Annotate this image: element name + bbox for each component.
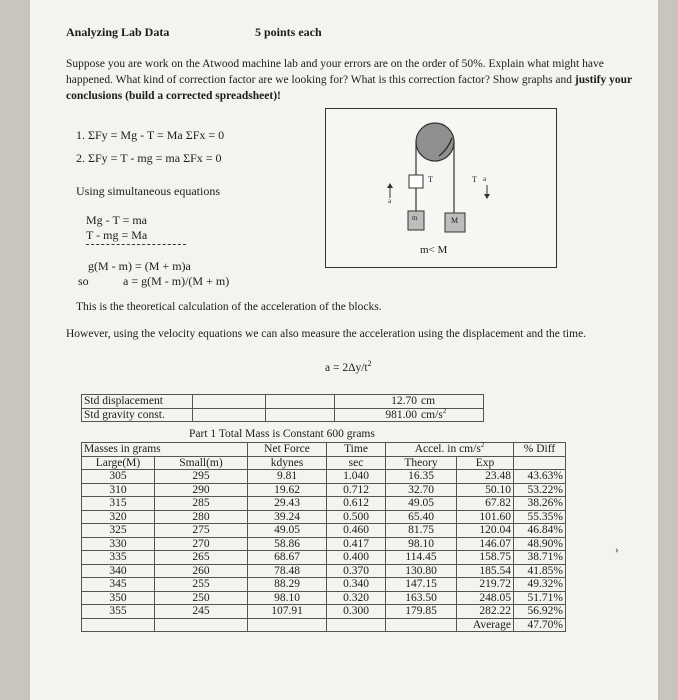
table-cell: 250 [155,591,248,605]
constants-table [81,394,484,422]
table-cell: 12.70 [335,395,420,409]
part-title: Part 1 Total Mass is Constant 600 grams [189,428,375,440]
table-cell: 23.48 [457,470,514,484]
table-cell: 43.63% [514,470,566,484]
table-cell: 88.29 [248,578,327,592]
table-cell: 49.32% [514,578,566,592]
table-cell: 325 [82,524,155,538]
table-cell: 50.10 [457,483,514,497]
table-cell: 32.70 [386,483,457,497]
table-cell: 345 [82,578,155,592]
table-cell: 355 [82,605,155,619]
equation-6: a = g(M - m)/(M + m) [123,274,230,288]
table-header-row [82,456,566,470]
table-row [82,470,566,484]
simultaneous-label: Using simultaneous equations [76,184,220,198]
table-cell: 320 [82,510,155,524]
equation-4: T - mg = Ma [86,228,148,242]
table-cell: 0.370 [327,564,386,578]
table-cell: 147.15 [386,578,457,592]
table-header: Exp [457,456,514,470]
table-cell: 130.80 [386,564,457,578]
atwood-diagram [325,108,557,268]
table-cell: 280 [155,510,248,524]
table-cell: 158.75 [457,551,514,565]
table-cell: 49.05 [248,524,327,538]
results-rows [82,470,566,619]
table-cell: 39.24 [248,510,327,524]
table-cell: 340 [82,564,155,578]
tension-label-left: T [428,175,433,184]
table-cell: cm [419,395,484,409]
equation-1: 1. ΣFy = Mg - T = Ma ΣFx = 0 [76,128,225,142]
table-row [82,497,566,511]
table-cell: 114.45 [386,551,457,565]
table-cell: 265 [155,551,248,565]
table-row [82,524,566,538]
table-cell: 285 [155,497,248,511]
table-cell: $cm/s^2$ [419,408,484,422]
table-cell: 981.00 [335,408,420,422]
table-cell: 51.71% [514,591,566,605]
worksheet-title: Analyzing Lab Data [66,25,170,39]
table-row [82,605,566,619]
table-cell: 38.26% [514,497,566,511]
tension-label-right: T [472,175,477,184]
table-header: % Diff [514,443,566,457]
table-row [82,564,566,578]
worksheet-page [30,0,658,700]
table-cell: 350 [82,591,155,605]
so-label: so [78,274,89,288]
table-cell: 0.400 [327,551,386,565]
table-cell: 55.35% [514,510,566,524]
table-cell: 67.82 [457,497,514,511]
equation-3: Mg - T = ma [86,213,147,227]
table-header: Masses in grams [82,443,248,457]
table-row [82,408,484,422]
velocity-note: However, using the velocity equations we can also measure the acceleration using the displacement and the time. [66,328,587,340]
table-cell: 163.50 [386,591,457,605]
average-label: Average [457,618,514,632]
table-cell: 0.320 [327,591,386,605]
table-cell: 146.07 [457,537,514,551]
table-cell: 98.10 [248,591,327,605]
table-header: Large(M) [82,456,155,470]
table-cell: 58.86 [248,537,327,551]
table-row [82,591,566,605]
question-text: Suppose you are work on the Atwood machine lab and your errors are on the order of 50%. Explain what might have happened. What kind of correction factor are we looking for? What is this correction factor? Show graphs and justify your conclusions (build a corrected spreadsheet)! [66,58,632,102]
table-cell: 9.81 [248,470,327,484]
table-cell: 290 [155,483,248,497]
table-cell: 248.05 [457,591,514,605]
table-row [82,395,484,409]
table-cell: 78.48 [248,564,327,578]
table-cell: 315 [82,497,155,511]
table-row [82,578,566,592]
stray-mark: › [615,544,619,556]
equation-5: g(M - m) = (M + m)a [88,259,191,273]
table-cell: 255 [155,578,248,592]
table-cell: 65.40 [386,510,457,524]
table-cell: 68.67 [248,551,327,565]
table-cell: 310 [82,483,155,497]
average-row [82,618,566,632]
table-cell: 219.72 [457,578,514,592]
table-cell: 19.62 [248,483,327,497]
table-row [82,537,566,551]
table-cell: 98.10 [386,537,457,551]
table-header-row [82,443,566,457]
small-mass-label: m [412,214,418,222]
table-cell: 270 [155,537,248,551]
dashed-divider [86,244,186,245]
mass-relation-label: m< M [420,244,448,256]
table-cell: 0.460 [327,524,386,538]
points-label: 5 points each [255,25,322,39]
table-header: Accel. in $cm/s^2$ [386,443,514,457]
accel-label-left: a [388,197,392,205]
table-cell: 0.300 [327,605,386,619]
table-header: kdynes [248,456,327,470]
table-cell: 305 [82,470,155,484]
table-row [82,510,566,524]
equation-2: 2. ΣFy = T - mg = ma ΣFx = 0 [76,151,222,165]
table-header: Time [327,443,386,457]
table-cell: 49.05 [386,497,457,511]
table-cell: 0.500 [327,510,386,524]
table-cell: 0.612 [327,497,386,511]
table-cell: 29.43 [248,497,327,511]
table-cell: 330 [82,537,155,551]
table-cell: 46.84% [514,524,566,538]
theory-note: This is the theoretical calculation of the acceleration of the blocks. [76,301,382,313]
table-cell: 179.85 [386,605,457,619]
results-table [81,442,566,632]
table-cell: 53.22% [514,483,566,497]
table-cell: 38.71% [514,551,566,565]
table-cell: 81.75 [386,524,457,538]
acceleration-formula: $a = 2\Delta y/t^2$ [325,359,372,374]
table-cell: 0.712 [327,483,386,497]
table-cell: 48.90% [514,537,566,551]
table-row [82,551,566,565]
accel-label-right: a [483,175,487,183]
table-cell: 185.54 [457,564,514,578]
table-cell: 275 [155,524,248,538]
table-cell: 245 [155,605,248,619]
table-cell: 1.040 [327,470,386,484]
table-header: Theory [386,456,457,470]
table-header: Net Force [248,443,327,457]
table-cell: 295 [155,470,248,484]
table-cell: 16.35 [386,470,457,484]
table-cell: 101.60 [457,510,514,524]
table-cell: 56.92% [514,605,566,619]
table-cell: Std displacement [82,395,193,409]
table-cell: 41.85% [514,564,566,578]
average-value: 47.70% [514,618,566,632]
table-cell: Std gravity const. [82,408,193,422]
table-cell: 282.22 [457,605,514,619]
table-cell: 0.417 [327,537,386,551]
table-cell: 0.340 [327,578,386,592]
table-row [82,483,566,497]
table-cell: 335 [82,551,155,565]
large-mass-label: M [451,216,459,225]
table-cell: 260 [155,564,248,578]
table-header: sec [327,456,386,470]
table-cell: 120.04 [457,524,514,538]
table-cell: 107.91 [248,605,327,619]
table-header: Small(m) [155,456,248,470]
